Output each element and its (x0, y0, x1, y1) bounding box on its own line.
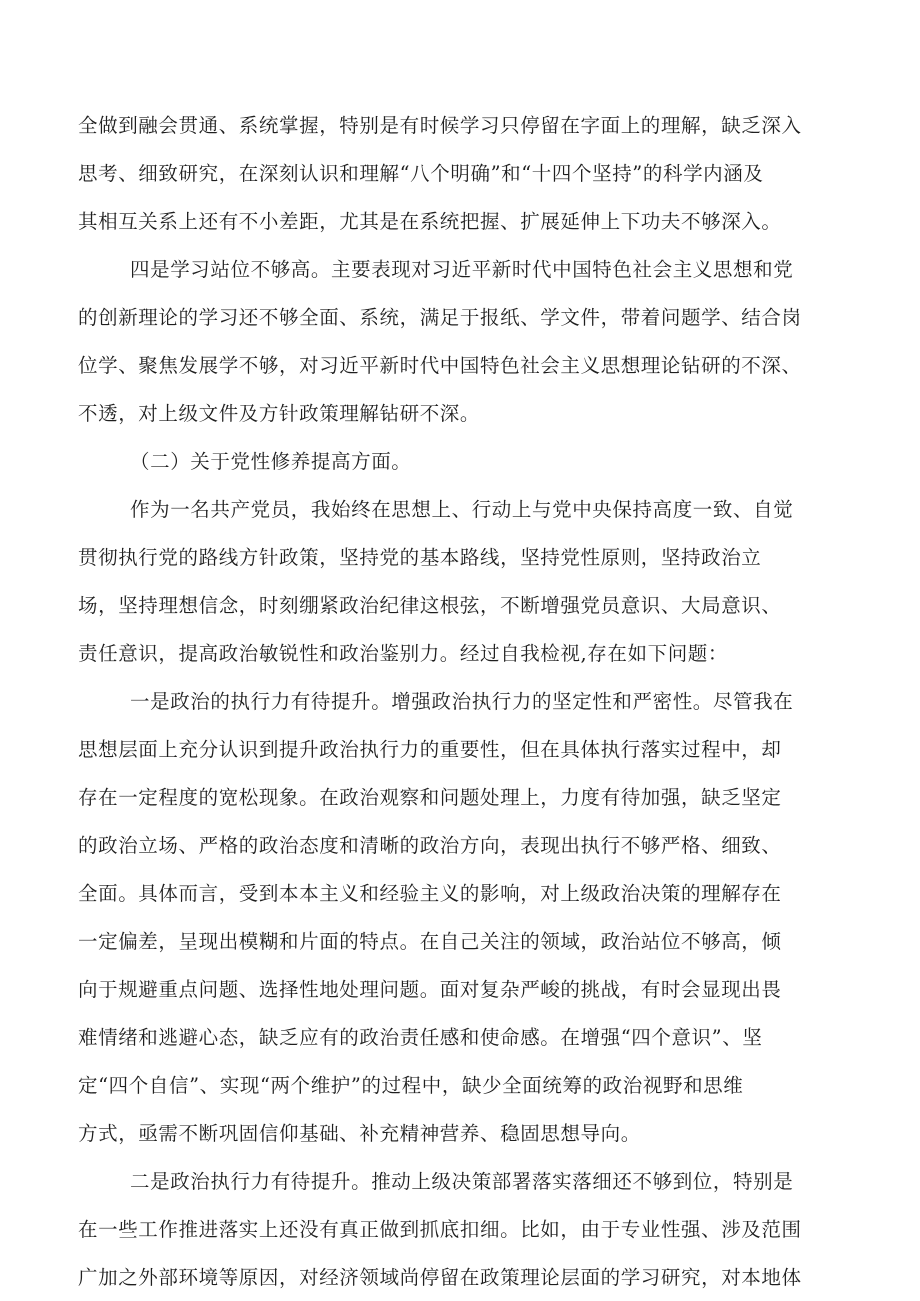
para3-line4: 责任意识，提高政治敏锐性和政治鉴别力。经过自我检视,存在如下问题： (78, 642, 728, 665)
para4-line3: 存在一定程度的宽松现象。在政治观察和问题处理上，力度有待加强，缺乏坚定 (78, 786, 782, 809)
para4-line5: 全面。具体而言，受到本本主义和经验主义的影响，对上级政治决策的理解存在 (78, 882, 782, 905)
para4-line2: 思想层面上充分认识到提升政治执行力的重要性，但在具体执行落实过程中，却 (78, 738, 782, 761)
para1-line2: 思考、细致研究，在深刻认识和理解“八个明确”和“十四个坚持”的科学内涵及 (78, 162, 764, 185)
para3-line1: 作为一名共产党员，我始终在思想上、行动上与党中央保持高度一致、自觉 (130, 498, 794, 521)
para2-line1: 四是学习站位不够高。主要表现对习近平新时代中国特色社会主义思想和党 (130, 258, 794, 281)
para4-line9: 定“四个自信”、实现“两个维护”的过程中，缺少全面统筹的政治视野和思维 (78, 1074, 744, 1097)
para4-line8: 难情绪和逃避心态，缺乏应有的政治责任感和使命感。在增强“四个意识”、坚 (78, 1026, 763, 1049)
para4-line6: 一定偏差，呈现出模糊和片面的特点。在自己关注的领域，政治站位不够高，倾 (78, 930, 782, 953)
para3-line2: 贯彻执行党的路线方针政策，坚持党的基本路线，坚持党性原则，坚持政治立 (78, 546, 762, 569)
para4-line7: 向于规避重点问题、选择性地处理问题。面对复杂严峻的挑战，有时会显现出畏 (78, 978, 782, 1001)
para1-line1: 全做到融会贯通、系统掌握，特别是有时候学习只停留在字面上的理解，缺乏深入 (78, 114, 802, 137)
para5-line3: 广加之外部环境等原因，对经济领域尚停留在政策理论层面的学习研究，对本地体 (78, 1266, 802, 1289)
para4-line4: 的政治立场、严格的政治态度和清晰的政治方向，表现出执行不够严格、细致、 (78, 834, 782, 857)
para2-line3: 位学、聚焦发展学不够，对习近平新时代中国特色社会主义思想理论钻研的不深、 (78, 354, 802, 377)
para3-line3: 场，坚持理想信念，时刻绷紧政治纪律这根弦，不断增强党员意识、大局意识、 (78, 594, 782, 617)
para4-line1: 一是政治的执行力有待提升。增强政治执行力的坚定性和严密性。尽管我在 (130, 690, 794, 713)
para5-line2: 在一些工作推进落实上还没有真正做到抓底扣细。比如，由于专业性强、涉及范围 (78, 1218, 802, 1241)
para2-line2: 的创新理论的学习还不够全面、系统，满足于报纸、学文件，带着问题学、结合岗 (78, 306, 802, 329)
para1-line3: 其相互关系上还有不小差距，尤其是在系统把握、扩展延伸上下功夫不够深入。 (78, 210, 782, 233)
section-heading-2: （二）关于党性修养提高方面。 (130, 450, 412, 473)
para2-line4: 不透，对上级文件及方针政策理解钻研不深。 (78, 402, 481, 425)
para5-line1: 二是政治执行力有待提升。推动上级决策部署落实落细还不够到位，特别是 (130, 1170, 794, 1193)
para4-line10: 方式，亟需不断巩固信仰基础、补充精神营养、稳固思想导向。 (78, 1122, 641, 1145)
